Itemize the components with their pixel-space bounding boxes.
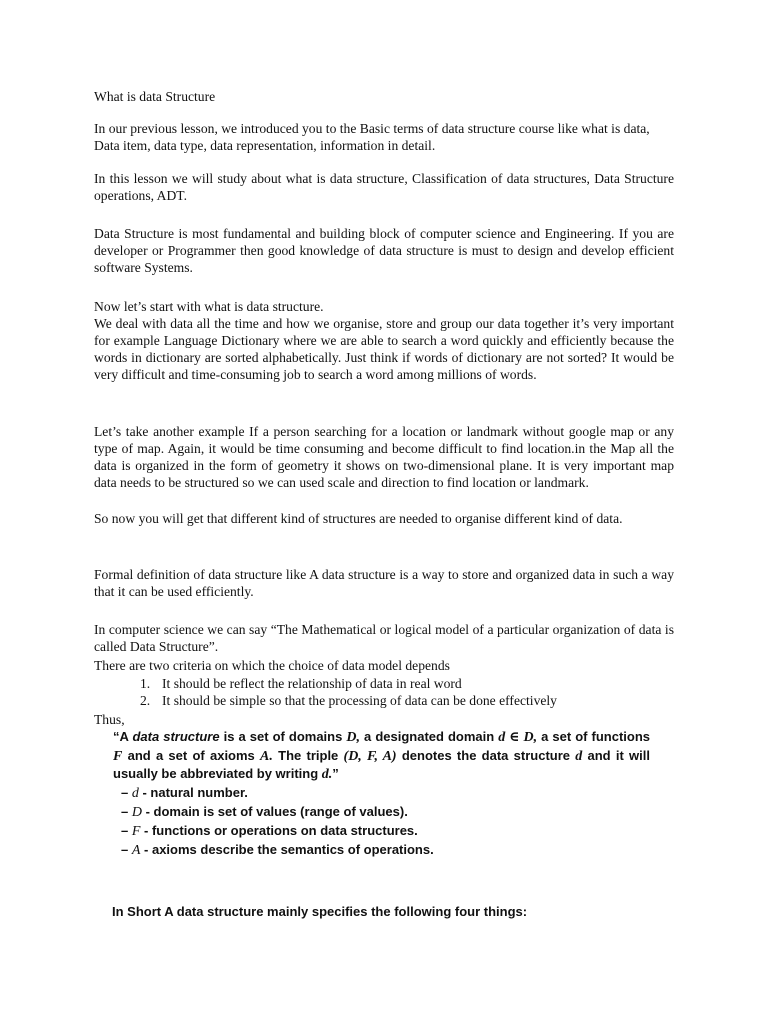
paragraph-fundamental: Data Structure is most fundamental and building block of computer science and Engineering. If you are developer or Programmer then good knowledge of data structure is must to design and develop efficient software Systems. [94, 226, 674, 275]
list-item: – d - natural number. [121, 785, 248, 801]
paragraph-start-line: Now let’s start with what is data structure. [94, 299, 324, 314]
summary-heading: In Short A data structure mainly specifies the following four things: [112, 904, 528, 919]
page-title: What is data Structure [94, 89, 216, 104]
paragraph-different-structures: So now you will get that different kind of structures are needed to organise different kind of data. [94, 511, 623, 526]
paragraph-computer-science: In computer science we can say “The Mathematical or logical model of a particular organization of data is called Data Structure”. [94, 622, 674, 654]
thus-label: Thus, [94, 712, 125, 727]
list-item: 2. It should be simple so that the processing of data can be done effectively [140, 693, 557, 708]
paragraph-previous-lesson: In our previous lesson, we introduced you to the Basic terms of data structure course like what is data, Data item, data type, data representation, information in detail. [94, 121, 650, 153]
paragraph-this-lesson: In this lesson we will study about what is data structure, Classification of data structures, Data Structure operations, ADT. [94, 171, 674, 203]
criteria-list [94, 675, 674, 709]
list-item: 1. It should be reflect the relationship of data in real word [140, 676, 462, 691]
paragraph-formal-definition: Formal definition of data structure like A data structure is a way to store and organized data in such a way that it can be used efficiently. [94, 567, 674, 599]
paragraph-dictionary-example: We deal with data all the time and how we organise, store and group our data together it’s very important for example Language Dictionary where we are able to search a word quickly and efficiently because the words in dictionary are sorted alphabetically. Just think if words of dictionary are not sorted? It would be very difficult and time-consuming job to search a word among millions of words. [94, 316, 674, 382]
criteria-intro: There are two criteria on which the choice of data model depends [94, 658, 450, 673]
paragraph-map-example: Let’s take another example If a person searching for a location or landmark without google map or any type of map. Again, it would be time consuming and become difficult to find location.in the Map all the data is organized in the form of geometry it shows on two-dimensional plane. It is very important map data needs to be structured so we can used scale and direction to find location or landmark. [94, 424, 674, 490]
list-item: – D - domain is set of values (range of values). [121, 804, 408, 820]
definition-quote: “A data structure is a set of domains D, a designated domain d ∈ D, a set of functions F and a set of axioms A. The triple (D, F, A) denotes the data structure d and it will usually be abbreviated by writing d.” [113, 729, 651, 782]
list-item: – A - axioms describe the semantics of operations. [121, 842, 434, 858]
list-item: – F - functions or operations on data structures. [121, 823, 418, 839]
definition-terms-list [121, 784, 641, 860]
